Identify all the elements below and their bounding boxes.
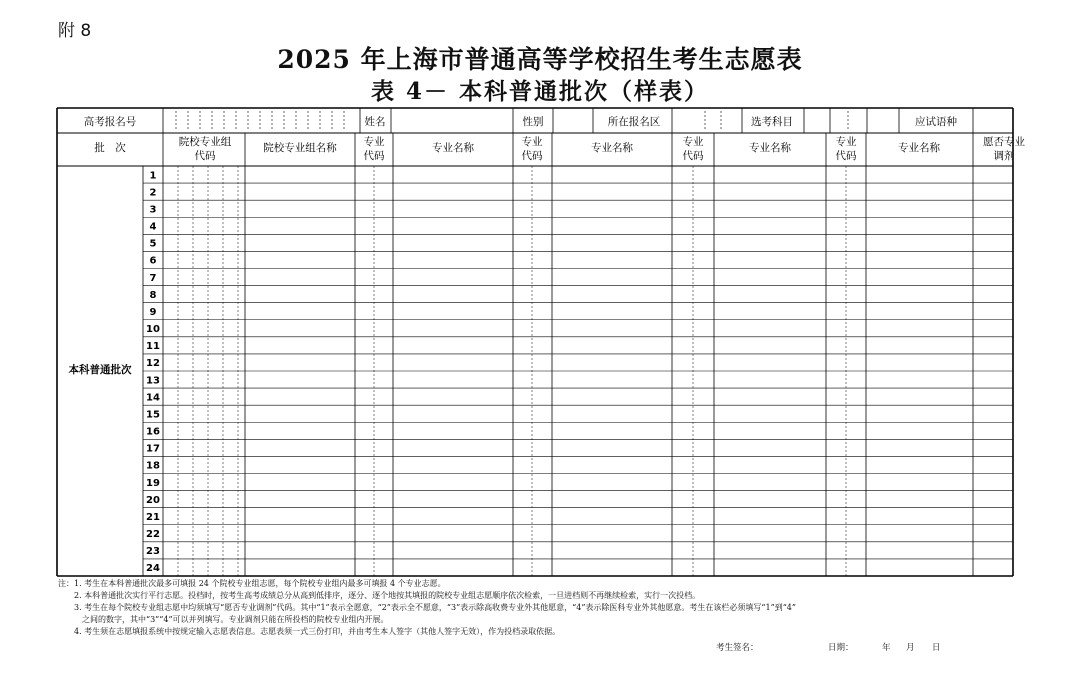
header-major-code-line1-4: 专业: [835, 136, 857, 148]
row-number: 1: [149, 170, 157, 182]
row-number: 8: [149, 289, 157, 301]
header-adjust-line2: 调剂: [993, 150, 1015, 162]
label-exam-no: 高考报名号: [83, 116, 137, 128]
row-number: 17: [146, 443, 160, 455]
month-label: 月: [906, 643, 915, 653]
row-number: 22: [146, 529, 160, 541]
label-gender: 性别: [522, 116, 544, 128]
form-subtitle: 表 4－ 本科普通批次（样表）: [370, 78, 710, 105]
row-number: 6: [149, 255, 157, 267]
row-number: 19: [146, 477, 160, 489]
row-number: 16: [146, 426, 160, 438]
row-number: 21: [146, 511, 160, 523]
note-1: 注：1. 考生在本科普通批次最多可填报 24 个院校专业组志愿，每个院校专业组内最多可填报 4 个专业志愿。: [58, 579, 446, 588]
row-number: 11: [146, 341, 160, 353]
header-major-name-1: 专业名称: [432, 142, 474, 154]
header-major-code-line2-4: 代码: [835, 150, 857, 162]
note-3: 3. 考生在每个院校专业组志愿中均须填写“愿否专业调剂”代码。其中“1”表示全愿意，“2”表示全不愿意，“3”表示除高收费专业外其他愿意，“4”表示除医科专业外其他愿意。考生在该栏必须填写“1”到“4”: [74, 603, 796, 612]
row-number: 2: [149, 187, 157, 199]
header-group-code-line2: 代码: [194, 150, 216, 162]
label-district: 所在报名区: [607, 116, 661, 128]
header-major-code-line1-1: 专业: [363, 136, 385, 148]
row-number: 10: [146, 324, 160, 336]
row-number: 12: [146, 358, 160, 370]
header-major-code-line2-3: 代码: [682, 150, 704, 162]
note-4: 4. 考生须在志愿填报系统中按规定输入志愿表信息。志愿表须一式三份打印，并由考生本人签字（其他人签字无效），作为投档录取依据。: [74, 627, 561, 636]
row-number: 13: [146, 375, 160, 387]
notes-section: [58, 578, 1018, 638]
row-number: 20: [146, 494, 160, 506]
header-major-code-line2-2: 代码: [521, 150, 543, 162]
header-group-name: 院校专业组名称: [263, 142, 337, 154]
row-number: 3: [149, 204, 157, 216]
row-number: 7: [149, 272, 157, 284]
row-number: 14: [146, 392, 160, 404]
day-label: 日: [932, 643, 941, 653]
header-adjust-line1: 愿否专业: [983, 136, 1025, 148]
row-number: 9: [149, 306, 157, 318]
label-language: 应试语种: [915, 116, 957, 128]
signature-label: 考生签名：: [716, 643, 759, 653]
label-subjects: 选考科目: [751, 116, 793, 128]
header-major-name-2: 专业名称: [591, 142, 633, 154]
header-major-code-line1-2: 专业: [521, 136, 543, 148]
batch-label: 本科普通批次: [68, 364, 132, 376]
form-title: 2025 年上海市普通高等学校招生考生志愿表: [277, 45, 803, 74]
row-number: 23: [146, 546, 160, 558]
row-number: 24: [146, 563, 160, 575]
annex-label: 附 8: [58, 21, 92, 41]
row-number: 4: [149, 221, 157, 233]
row-number: 15: [146, 409, 160, 421]
note-3-continued: 之间的数字，其中“3”“4”可以并列填写。专业调剂只能在所投档的院校专业组内开展。: [82, 615, 389, 624]
note-2: 2. 本科普通批次实行平行志愿。投档时，按考生高考成绩总分从高到低排序，逐分、逐个地按其填报的院校专业组志愿顺序依次检索，一旦进档则不再继续检索，实行一次投档。: [74, 591, 701, 600]
header-batch: 批 次: [94, 142, 126, 154]
label-name: 姓名: [364, 116, 386, 128]
header-major-code-line2-1: 代码: [363, 150, 385, 162]
header-major-name-4: 专业名称: [898, 142, 940, 154]
year-label: 年: [882, 643, 891, 653]
row-number: 18: [146, 460, 160, 472]
header-major-code-line1-3: 专业: [682, 136, 704, 148]
date-label: 日期：: [828, 643, 854, 653]
header-major-name-3: 专业名称: [749, 142, 791, 154]
row-number: 5: [149, 238, 157, 250]
header-group-code-line1: 院校专业组: [178, 136, 232, 148]
